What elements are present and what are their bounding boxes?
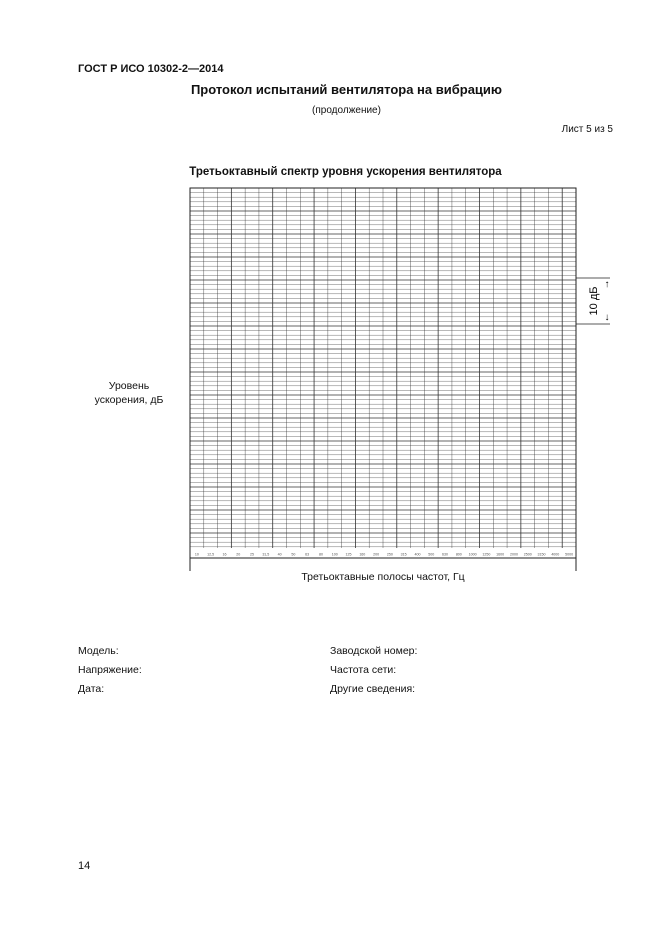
x-tick-label: 50 — [291, 552, 296, 557]
field-serial-number: Заводской номер: — [330, 645, 418, 657]
x-tick-label: 1250 — [482, 552, 491, 557]
x-tick-label: 400 — [414, 552, 421, 557]
x-tick-label: 80 — [318, 552, 323, 557]
x-axis-label: Третьоктавные полосы частот, Гц — [301, 571, 465, 583]
x-tick-label: 125 — [345, 552, 352, 557]
x-tick-label: 2500 — [523, 552, 532, 557]
x-tick-label: 5000 — [565, 552, 574, 557]
x-tick-label: 20 — [236, 552, 241, 557]
sheet-number: Лист 5 из 5 — [561, 124, 613, 135]
y-axis-label-line2: ускорения, дБ — [94, 394, 164, 406]
x-tick-label: 25 — [250, 552, 255, 557]
x-tick-label: 630 — [442, 552, 449, 557]
standard-number: ГОСТ Р ИСО 10302-2—2014 — [78, 63, 224, 75]
x-tick-label: 10 — [194, 552, 199, 557]
x-tick-label: 160 — [359, 552, 366, 557]
x-tick-label: 250 — [386, 552, 393, 557]
x-tick-label: 315 — [400, 552, 407, 557]
x-tick-label: 800 — [455, 552, 462, 557]
vertical-grid-lines — [204, 188, 562, 548]
document-title: Протокол испытаний вентилятора на вибрацию — [190, 82, 503, 97]
x-tick-label: 2000 — [509, 552, 518, 557]
scale-bar-label: 10 дБ — [587, 286, 600, 316]
field-date: Дата: — [78, 683, 105, 695]
x-tick-label: 3150 — [537, 552, 546, 557]
field-mains-frequency: Частота сети: — [330, 664, 397, 676]
page-number: 14 — [78, 860, 91, 872]
x-tick-label: 4000 — [551, 552, 560, 557]
arrow-down-icon: ↓ — [604, 312, 610, 323]
x-tick-label: 500 — [428, 552, 435, 557]
x-tick-labels — [195, 553, 573, 557]
x-tick-label: 1600 — [496, 552, 505, 557]
x-tick-label: 31,5 — [262, 552, 270, 557]
x-tick-label: 12,5 — [207, 552, 215, 557]
scale-bar — [576, 278, 610, 324]
y-axis-label-line1: Уровень — [108, 380, 150, 392]
x-tick-label: 40 — [277, 552, 282, 557]
x-tick-label: 200 — [373, 552, 380, 557]
chart-title: Третьоктавный спектр уровня ускорения вентилятора — [189, 166, 502, 178]
arrow-up-icon: ↑ — [604, 279, 610, 290]
x-tick-label: 63 — [305, 552, 310, 557]
document-subtitle: (продолжение) — [312, 105, 381, 116]
x-tick-label: 1000 — [468, 552, 477, 557]
x-tick-label: 16 — [222, 552, 227, 557]
field-other-info: Другие сведения: — [330, 683, 416, 695]
x-tick-label: 100 — [331, 552, 338, 557]
field-voltage: Напряжение: — [78, 664, 142, 676]
field-model: Модель: — [78, 645, 119, 657]
